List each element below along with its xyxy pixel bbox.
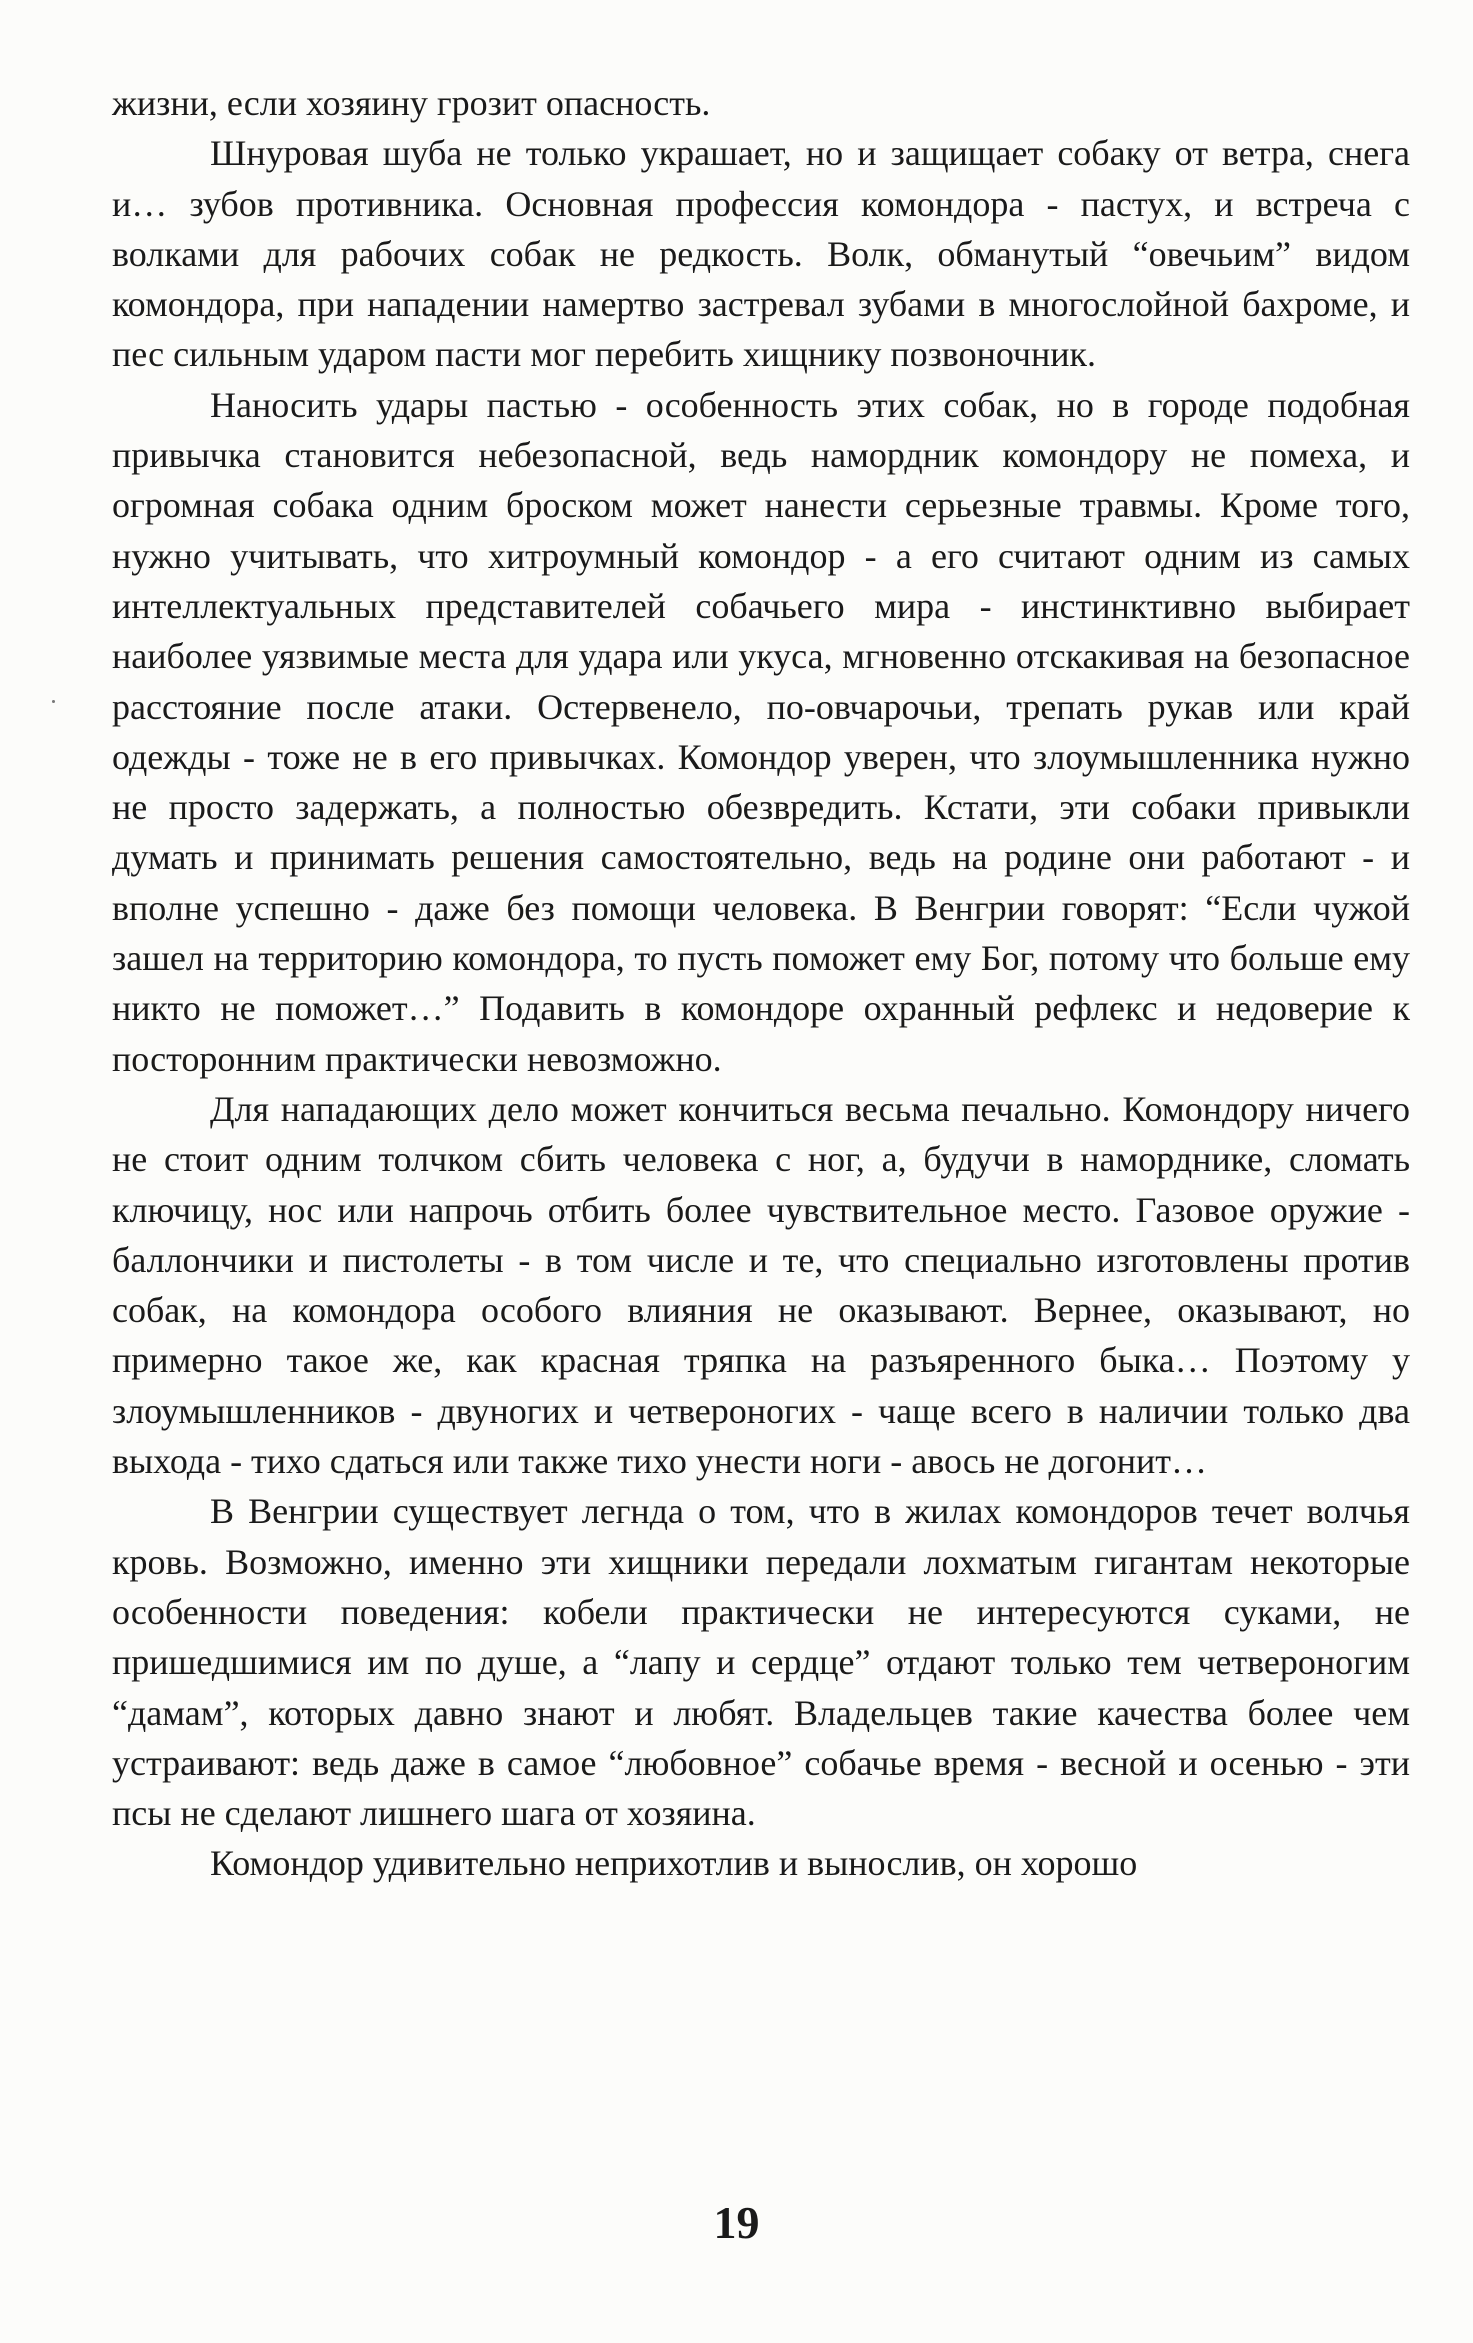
print-speck	[52, 700, 55, 703]
paragraph-legend: В Венгрии существует легнда о том, что в жилах комондоров течет волчья кровь. Возможно, именно эти хищники передали лохматым гигантам некоторые особенности поведения: кобели практически не интересуются суками, не пришедшимися им по душе, а “лапу и сердце” отдают только тем четвероногим “дамам”, которых давно знают и любят. Владельцев такие качества более чем устраивают: ведь даже в самое “любовное” собачье время - весной и осенью - эти псы не сделают лишнего шага от хозяина.	[112, 1491, 1410, 1834]
paragraph-attackers: Для нападающих дело может кончиться весьма печально. Комондору ничего не стоит одним толчком сбить человека с ног, а, будучи в наморднике, сломать ключицу, нос или напрочь отбить более чувствительное место. Газовое оружие - баллончики и пистолеты - в том числе и те, что специально изготовлены против собак, на комондора особого влияния не оказывают. Вернее, оказывают, но примерно такое же, как красная тряпка на разъяренного быка… Поэтому у злоумышленников - двуногих и четвероногих - чаще всего в наличии только два выхода - тихо сдаться или также тихо унести ноги - авось не догонит…	[112, 1088, 1410, 1482]
paragraph-bite-strikes: Наносить удары пастью - особенность этих собак, но в городе подобная привычка становится небезопасной, ведь намордник комондору не помеха, и огромная собака одним броском может нанести серьезные травмы. Кроме того, нужно учитывать, что хитроумный комондор - а его считают одним из самых интеллектуальных представителей собачьего мира - инстинктивно выбирает наиболее уязвимые места для удара или укуса, мгновенно отскакивая на безопасное расстояние после атаки. Остервенело, по-овчарочьи, трепать рукав или край одежды - тоже не в его привычках. Комондор уверен, что злоумышленника нужно не просто задержать, а полностью обезвредить. Кстати, эти собаки привыкли думать и принимать решения самостоятельно, ведь на родине они работают - и вполне успешно - даже без помощи человека. В Венгрии говорят: “Если чужой зашел на территорию комондора, то пусть поможет ему Бог, потому что больше ему никто не поможет…” Подавить в комондоре охранный рефлекс и недоверие к посторонним практически невозможно.	[112, 384, 1410, 1079]
page-number: 19	[713, 2197, 760, 2248]
paragraph-shuba: Шнуровая шуба не только украшает, но и защищает собаку от ветра, снега и… зубов противника. Основная профессия комондора - пастух, и встреча с волками для рабочих собак не редкость. Волк, обманутый “овечьим” видом комондора, при нападении намертво застревал зубами в многослойной бахроме, и пес сильным ударом пасти мог перебить хищнику позвоночник.	[112, 133, 1410, 375]
body-text	[112, 78, 1410, 1889]
paragraph-unpretentious: Комондор удивительно неприхотлив и вынослив, он хорошо	[210, 1843, 1138, 1884]
paragraph-continued: жизни, если хозяину грозит опасность.	[112, 83, 711, 123]
